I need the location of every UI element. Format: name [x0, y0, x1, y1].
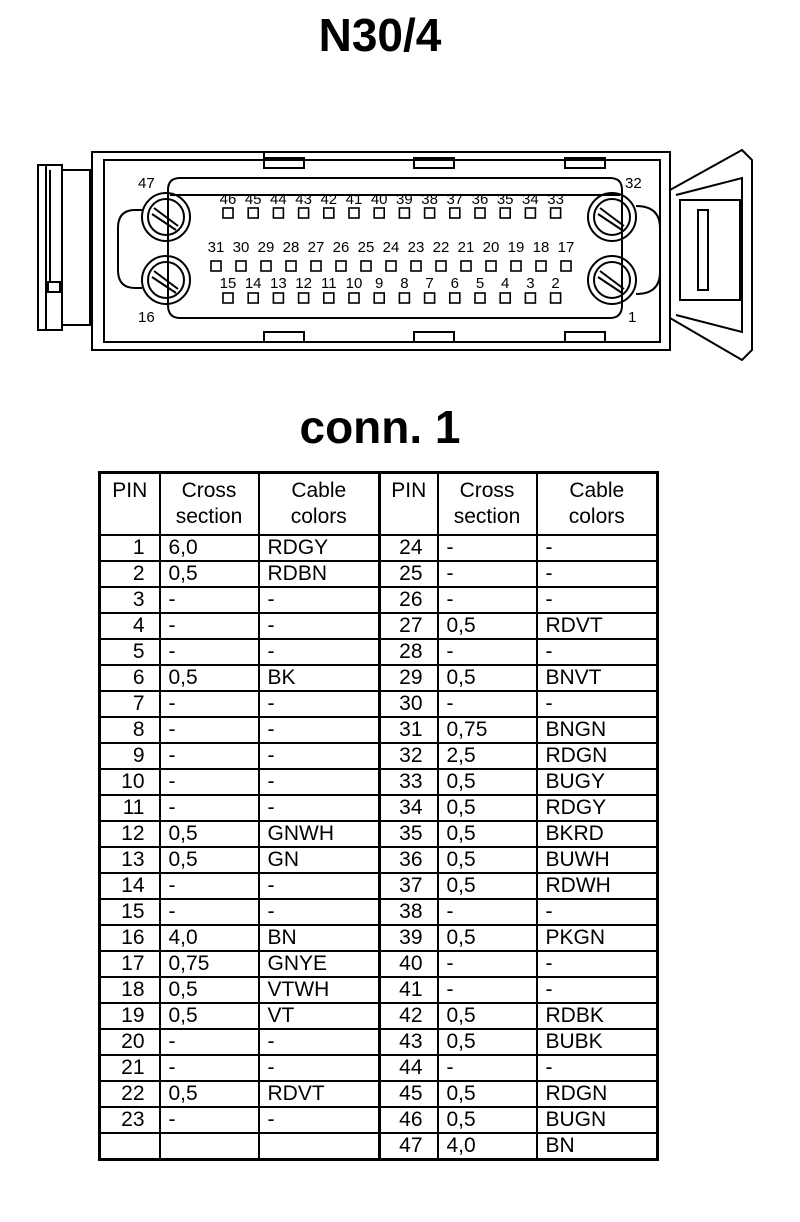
pin-label: 19 — [507, 239, 525, 256]
cable-color: - — [259, 717, 380, 743]
cross-section: 6,0 — [160, 535, 259, 561]
table-row — [100, 1003, 658, 1029]
cross-section: - — [160, 1055, 259, 1081]
table-row — [100, 847, 658, 873]
pin-contact — [361, 261, 371, 271]
cable-color: - — [537, 561, 658, 587]
pin-contact — [399, 208, 409, 218]
cable-header-line2: colors — [568, 505, 625, 528]
cross-section: 0,75 — [160, 951, 259, 977]
table-row — [100, 899, 658, 925]
pin-contact — [475, 208, 485, 218]
cross-section: - — [160, 899, 259, 925]
pin-number: 13 — [100, 847, 160, 873]
pin-number: 35 — [380, 821, 438, 847]
pin-contact — [500, 293, 510, 303]
cross-section: - — [160, 769, 259, 795]
pin-number: 22 — [100, 1081, 160, 1107]
page-title: N30/4 — [318, 9, 442, 61]
pin-number: 21 — [100, 1055, 160, 1081]
cable-color: RDGY — [259, 535, 380, 561]
table-row — [100, 1029, 658, 1055]
pin-contact — [511, 261, 521, 271]
pin-number: 27 — [380, 613, 438, 639]
connector-title: conn. 1 — [299, 401, 461, 453]
pin-label: 24 — [382, 239, 400, 256]
table-row — [100, 1081, 658, 1107]
pin-number: 40 — [380, 951, 438, 977]
pin-number: 2 — [100, 561, 160, 587]
pin-number: 6 — [100, 665, 160, 691]
corner-label-1: 1 — [628, 309, 637, 326]
cross-section: 0,5 — [438, 795, 537, 821]
pin-contact — [273, 208, 283, 218]
cross-section: 0,5 — [160, 1003, 259, 1029]
cable-color: - — [537, 1055, 658, 1081]
pin-label: 5 — [475, 275, 485, 292]
cross-section: - — [160, 639, 259, 665]
cable-color: BNGN — [537, 717, 658, 743]
pin-contact — [248, 208, 258, 218]
pin-number: 18 — [100, 977, 160, 1003]
cable-color: VT — [259, 1003, 380, 1029]
pin-number: 12 — [100, 821, 160, 847]
pin-contact — [436, 261, 446, 271]
pin-contact — [336, 261, 346, 271]
cross-section: 4,0 — [438, 1133, 537, 1160]
cross-section: 0,5 — [160, 821, 259, 847]
cross-section: 0,5 — [438, 1029, 537, 1055]
pin-number: 46 — [380, 1107, 438, 1133]
pin-number: 42 — [380, 1003, 438, 1029]
cross-section: 0,5 — [160, 847, 259, 873]
table-row — [100, 535, 658, 561]
cross-section: - — [160, 587, 259, 613]
pin-number: 16 — [100, 925, 160, 951]
pin-label: 35 — [496, 191, 514, 208]
table-row — [100, 769, 658, 795]
pin-label: 37 — [446, 191, 464, 208]
cable-color: - — [537, 587, 658, 613]
cable-color: RDVT — [259, 1081, 380, 1107]
pin-contact — [223, 208, 233, 218]
pin-number: 15 — [100, 899, 160, 925]
cable-color: - — [537, 951, 658, 977]
pin-contact — [450, 208, 460, 218]
cable-color: RDGY — [537, 795, 658, 821]
cross-section: - — [438, 587, 537, 613]
cross-section: - — [160, 1029, 259, 1055]
pin-number: 26 — [380, 587, 438, 613]
pin-contact — [386, 261, 396, 271]
pin-number: 9 — [100, 743, 160, 769]
pin-label: 17 — [557, 239, 575, 256]
cable-color: VTWH — [259, 977, 380, 1003]
pin-contact — [425, 208, 435, 218]
pin-label: 12 — [295, 275, 312, 292]
cable-colors-header — [259, 473, 380, 536]
pin-number: 24 — [380, 535, 438, 561]
pin-contact — [525, 293, 535, 303]
pin-label: 21 — [457, 239, 475, 256]
pin-number: 10 — [100, 769, 160, 795]
pin-contact — [223, 293, 233, 303]
pin-label: 10 — [345, 275, 363, 292]
cable-color: RDWH — [537, 873, 658, 899]
cable-color: RDBN — [259, 561, 380, 587]
pin-contact — [261, 261, 271, 271]
pin-contact — [374, 208, 384, 218]
cross-section: - — [438, 951, 537, 977]
pin-label: 42 — [320, 191, 338, 208]
pin-contact — [500, 208, 510, 218]
table-row — [100, 639, 658, 665]
cable-color: - — [259, 639, 380, 665]
table-row — [100, 561, 658, 587]
pin-label: 18 — [532, 239, 550, 256]
pin-number: 20 — [100, 1029, 160, 1055]
cross-section: - — [438, 977, 537, 1003]
table-row — [100, 743, 658, 769]
pin-contact — [273, 293, 283, 303]
pin-label: 41 — [345, 191, 363, 208]
cross-section: - — [438, 691, 537, 717]
cable-color: - — [259, 587, 380, 613]
pin-label: 30 — [232, 239, 250, 256]
cross-section: - — [160, 613, 259, 639]
cable-color: RDGN — [537, 1081, 658, 1107]
pin-label: 23 — [407, 239, 425, 256]
pin-label: 22 — [432, 239, 450, 256]
pin-number — [100, 1133, 160, 1160]
cable-color: - — [259, 613, 380, 639]
pin-contact — [236, 261, 246, 271]
cable-color: - — [259, 743, 380, 769]
pin-number: 32 — [380, 743, 438, 769]
cross-section: 0,5 — [438, 1003, 537, 1029]
pin-number: 38 — [380, 899, 438, 925]
cable-color: - — [259, 873, 380, 899]
table-row — [100, 691, 658, 717]
cable-color: GN — [259, 847, 380, 873]
cable-color: - — [259, 769, 380, 795]
cross-section: 2,5 — [438, 743, 537, 769]
cross-section: 0,5 — [160, 561, 259, 587]
pin-label: 43 — [295, 191, 312, 208]
table-row — [100, 665, 658, 691]
cross-section-header — [160, 473, 259, 536]
cross-section: - — [438, 639, 537, 665]
cross-section: - — [438, 561, 537, 587]
cable-color: RDGN — [537, 743, 658, 769]
cable-color: - — [537, 535, 658, 561]
pin-contact — [311, 261, 321, 271]
cable-color: BNVT — [537, 665, 658, 691]
table-row — [100, 951, 658, 977]
cross-section: 0,5 — [438, 925, 537, 951]
pin-table — [98, 471, 659, 1161]
pin-label: 15 — [219, 275, 237, 292]
pin-number: 28 — [380, 639, 438, 665]
pin-label: 33 — [547, 191, 564, 208]
cross-header-line2: section — [175, 505, 243, 528]
pin-contact — [525, 208, 535, 218]
pin-contact — [486, 261, 496, 271]
cable-color: - — [537, 899, 658, 925]
pin-label: 45 — [244, 191, 262, 208]
pin-contact — [536, 261, 546, 271]
pin-contact — [349, 293, 359, 303]
pin-header-2: PIN — [380, 473, 438, 536]
cable-header-line1: Cable — [569, 479, 625, 502]
cross-section-header-2 — [438, 473, 537, 536]
pin-contact — [299, 208, 309, 218]
pin-label: 36 — [471, 191, 489, 208]
pin-label: 38 — [421, 191, 438, 208]
cable-colors-header-2 — [537, 473, 658, 536]
pin-number: 31 — [380, 717, 438, 743]
pin-label: 9 — [375, 275, 384, 292]
cable-color: - — [259, 899, 380, 925]
cross-section: - — [160, 717, 259, 743]
pin-number: 1 — [100, 535, 160, 561]
cable-color: BUWH — [537, 847, 658, 873]
pin-label: 14 — [244, 275, 262, 292]
cross-header-line1: Cross — [459, 479, 515, 502]
pin-number: 44 — [380, 1055, 438, 1081]
cross-section: 0,5 — [160, 1081, 259, 1107]
pin-number: 19 — [100, 1003, 160, 1029]
cable-color: - — [537, 639, 658, 665]
cable-color: BN — [537, 1133, 658, 1160]
table-row — [100, 795, 658, 821]
pin-contact — [299, 293, 309, 303]
pin-number: 23 — [100, 1107, 160, 1133]
cable-color: GNYE — [259, 951, 380, 977]
cable-color: BUBK — [537, 1029, 658, 1055]
pin-contact — [551, 208, 561, 218]
pin-contact — [286, 261, 296, 271]
cross-section: 0,5 — [438, 873, 537, 899]
pin-number: 36 — [380, 847, 438, 873]
pin-label: 4 — [501, 275, 510, 292]
cross-section: 0,5 — [438, 769, 537, 795]
pin-contact — [349, 208, 359, 218]
pin-header: PIN — [100, 473, 160, 536]
pin-label: 25 — [357, 239, 375, 256]
table-header-row — [100, 473, 658, 536]
pin-label: 27 — [307, 239, 325, 256]
cable-header-line2: colors — [290, 505, 347, 528]
cross-header-line1: Cross — [181, 479, 237, 502]
pin-label: 40 — [370, 191, 388, 208]
cross-section: - — [160, 743, 259, 769]
pin-contact — [561, 261, 571, 271]
pin-number: 34 — [380, 795, 438, 821]
cable-color: - — [259, 1029, 380, 1055]
pin-contact — [374, 293, 384, 303]
pin-number: 7 — [100, 691, 160, 717]
corner-label-47: 47 — [138, 175, 155, 192]
cable-color: - — [259, 691, 380, 717]
cable-color: - — [259, 795, 380, 821]
pin-label: 13 — [270, 275, 287, 292]
table-row — [100, 1107, 658, 1133]
pin-number: 41 — [380, 977, 438, 1003]
pin-label: 46 — [219, 191, 237, 208]
pin-number: 14 — [100, 873, 160, 899]
cable-color: BN — [259, 925, 380, 951]
pin-label: 29 — [257, 239, 275, 256]
table-row — [100, 925, 658, 951]
cross-section: 0,5 — [438, 1081, 537, 1107]
pin-contact — [475, 293, 485, 303]
cross-section: 4,0 — [160, 925, 259, 951]
table-row — [100, 717, 658, 743]
pin-number: 4 — [100, 613, 160, 639]
pin-label: 2 — [551, 275, 560, 292]
cross-section: - — [438, 1055, 537, 1081]
pin-label: 34 — [522, 191, 539, 208]
pin-number: 25 — [380, 561, 438, 587]
cable-color: BUGN — [537, 1107, 658, 1133]
cross-section: 0,75 — [438, 717, 537, 743]
table-row — [100, 1055, 658, 1081]
cross-section: - — [160, 873, 259, 899]
cross-section: 0,5 — [160, 665, 259, 691]
corner-label-16: 16 — [138, 309, 155, 326]
cable-header-line1: Cable — [291, 479, 347, 502]
cable-color: GNWH — [259, 821, 380, 847]
cable-color: RDBK — [537, 1003, 658, 1029]
cable-color: - — [259, 1055, 380, 1081]
pin-label: 3 — [526, 275, 535, 292]
pin-number: 8 — [100, 717, 160, 743]
cross-section: 0,5 — [438, 1107, 537, 1133]
table-row — [100, 977, 658, 1003]
cross-section: 0,5 — [438, 613, 537, 639]
cross-section: - — [438, 899, 537, 925]
cross-section — [160, 1133, 259, 1160]
table-row — [100, 587, 658, 613]
cross-section: - — [438, 535, 537, 561]
cross-section: - — [160, 795, 259, 821]
pin-number: 30 — [380, 691, 438, 717]
pin-contact — [324, 293, 334, 303]
cable-color: - — [537, 977, 658, 1003]
cross-section: 0,5 — [438, 821, 537, 847]
cross-header-line2: section — [453, 505, 521, 528]
cross-section: 0,5 — [160, 977, 259, 1003]
pin-number: 43 — [380, 1029, 438, 1055]
pin-number: 17 — [100, 951, 160, 977]
cable-color: - — [537, 691, 658, 717]
cross-section: 0,5 — [438, 665, 537, 691]
pin-label: 28 — [282, 239, 300, 256]
pin-contact — [211, 261, 221, 271]
table-row — [100, 873, 658, 899]
pin-contact — [411, 261, 421, 271]
pin-contact — [551, 293, 561, 303]
cable-color: RDVT — [537, 613, 658, 639]
cable-color: BUGY — [537, 769, 658, 795]
table-row — [100, 1133, 658, 1160]
pin-number: 39 — [380, 925, 438, 951]
pin-number: 37 — [380, 873, 438, 899]
cross-section: - — [160, 1107, 259, 1133]
cable-color: BK — [259, 665, 380, 691]
pin-contact — [450, 293, 460, 303]
pin-number: 5 — [100, 639, 160, 665]
pin-number: 3 — [100, 587, 160, 613]
connector-diagram — [0, 140, 800, 365]
table-row — [100, 613, 658, 639]
pin-number: 47 — [380, 1133, 438, 1160]
cross-section: 0,5 — [438, 847, 537, 873]
pin-label: 26 — [332, 239, 350, 256]
pin-label: 44 — [270, 191, 287, 208]
pin-number: 33 — [380, 769, 438, 795]
cable-color — [259, 1133, 380, 1160]
pin-contact — [248, 293, 258, 303]
pin-contact — [425, 293, 435, 303]
cable-color: PKGN — [537, 925, 658, 951]
pin-label: 8 — [400, 275, 409, 292]
pin-label: 39 — [396, 191, 413, 208]
cross-section: - — [160, 691, 259, 717]
pin-label: 20 — [482, 239, 500, 256]
pin-number: 11 — [100, 795, 160, 821]
pin-label: 31 — [207, 239, 225, 256]
pin-contact — [461, 261, 471, 271]
cable-color: - — [259, 1107, 380, 1133]
cable-color: BKRD — [537, 821, 658, 847]
pin-label: 7 — [425, 275, 434, 292]
pin-label: 11 — [321, 275, 337, 292]
pin-contact — [399, 293, 409, 303]
pin-number: 29 — [380, 665, 438, 691]
corner-label-32: 32 — [625, 175, 642, 192]
pin-label: 6 — [450, 275, 459, 292]
table-row — [100, 821, 658, 847]
pin-contact — [324, 208, 334, 218]
pin-number: 45 — [380, 1081, 438, 1107]
